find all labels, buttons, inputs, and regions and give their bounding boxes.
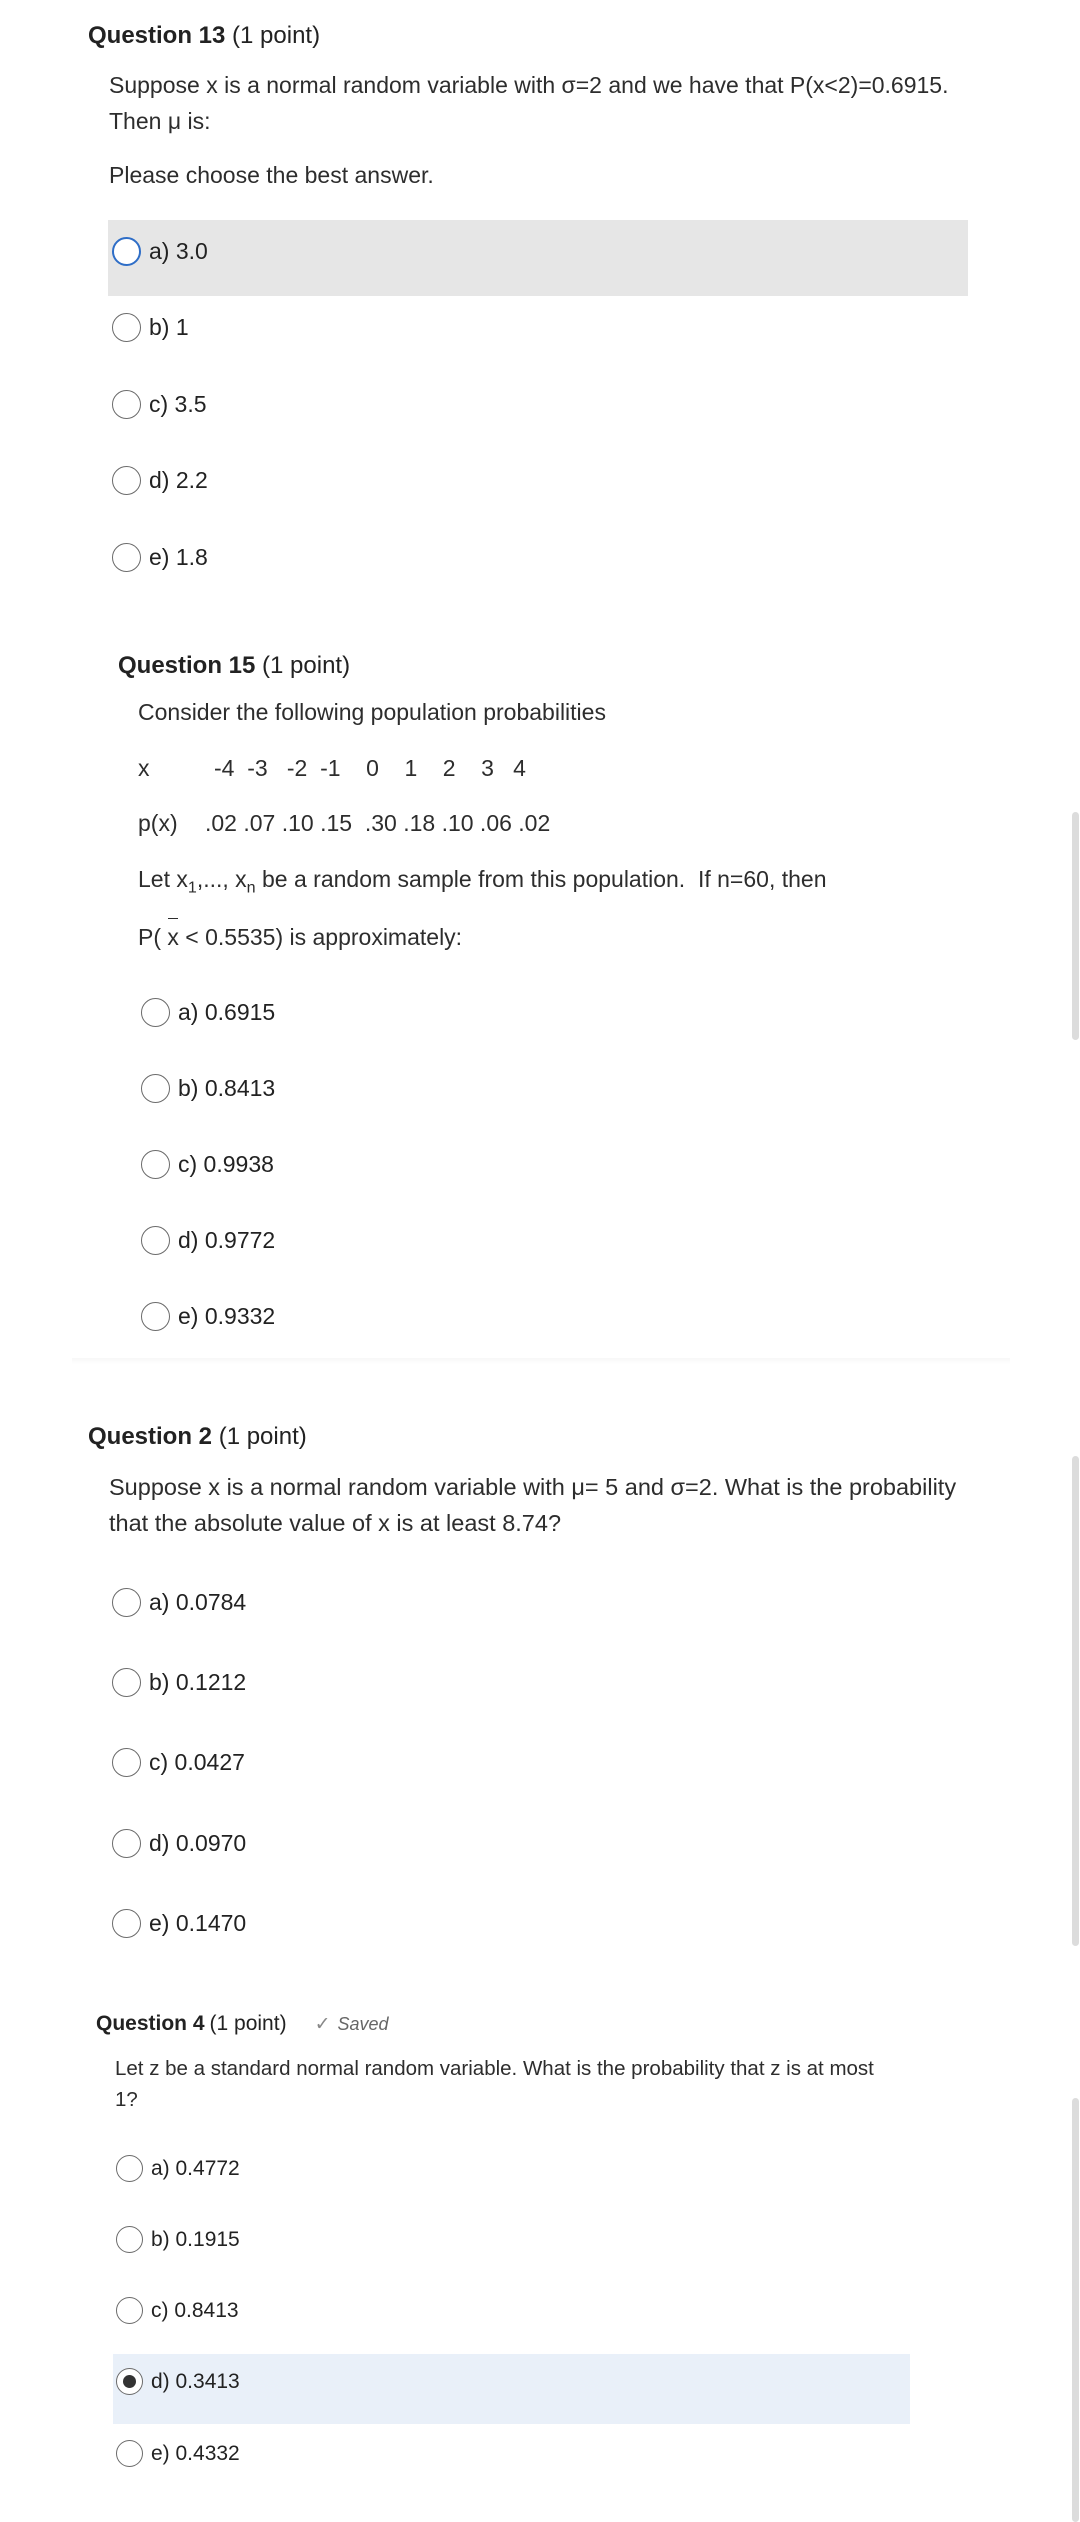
q2-points: (1 point): [218, 1423, 307, 1450]
q15-p-values: .02 .07 .10 .15 .30 .18 .10 .06 .02: [205, 810, 551, 836]
q15-option-e[interactable]: e) 0.9332: [141, 1302, 275, 1331]
radio-button[interactable]: [116, 2155, 143, 2182]
q4-option-c[interactable]: c) 0.8413: [116, 2297, 239, 2324]
radio-button[interactable]: [141, 1074, 170, 1103]
radio-button[interactable]: [116, 2297, 143, 2324]
q4-number: Question 4: [96, 2012, 205, 2035]
scrollbar-thumb[interactable]: [1072, 1456, 1079, 1946]
radio-button[interactable]: [141, 1150, 170, 1179]
radio-button[interactable]: [112, 1829, 141, 1858]
radio-button[interactable]: [112, 1668, 141, 1697]
q4-question-text: Let z be a standard normal random variable. What is the probability that z is at most 1?: [115, 2057, 874, 2111]
q4-title: [96, 2012, 389, 2036]
q15-probability-text: P( x < 0.5535) is approximately:: [138, 919, 462, 955]
q15-option-c[interactable]: c) 0.9938: [141, 1150, 274, 1179]
q2-option-e[interactable]: e) 0.1470: [112, 1909, 246, 1938]
q2-title: [88, 1423, 307, 1451]
x-bar-symbol: x: [167, 919, 179, 955]
radio-button[interactable]: [112, 466, 141, 495]
radio-button[interactable]: [116, 2226, 143, 2253]
scrollbar-q15[interactable]: [1071, 640, 1080, 1370]
q15-intro: Consider the following population probabilities: [138, 699, 606, 725]
radio-button[interactable]: [141, 1226, 170, 1255]
radio-button-selected[interactable]: [116, 2368, 143, 2395]
scrollbar-q2[interactable]: [1071, 1400, 1080, 2000]
selected-dot-icon: [123, 2375, 136, 2388]
q2-option-c[interactable]: c) 0.0427: [112, 1748, 245, 1777]
radio-button[interactable]: [112, 1748, 141, 1777]
q13-title: [88, 22, 320, 50]
q13-option-a[interactable]: a) 3.0: [112, 237, 208, 266]
q13-option-d[interactable]: d) 2.2: [112, 466, 208, 495]
q4-option-e[interactable]: e) 0.4332: [116, 2440, 240, 2467]
radio-button[interactable]: [112, 390, 141, 419]
radio-button[interactable]: [141, 1302, 170, 1331]
radio-button[interactable]: [112, 237, 141, 266]
scrollbar-thumb[interactable]: [1072, 2098, 1079, 2522]
q15-title: [118, 652, 350, 680]
q4-points: (1 point): [209, 2012, 287, 2035]
q4-option-b[interactable]: b) 0.1915: [116, 2226, 240, 2253]
q13-option-b[interactable]: b) 1: [112, 313, 189, 342]
checkmark-icon: ✓: [314, 2013, 331, 2035]
q13-question-text: Suppose x is a normal random variable with σ=2 and we have that P(x<2)=0.6915. Then μ is:: [109, 72, 949, 134]
q2-option-b[interactable]: b) 0.1212: [112, 1668, 246, 1697]
radio-button[interactable]: [141, 998, 170, 1027]
q15-x-values: -4 -3 -2 -1 0 1 2 3 4: [214, 755, 526, 781]
q13-number: Question 13: [88, 22, 226, 49]
q4-saved-status: Saved: [337, 2013, 389, 2034]
q2-option-a[interactable]: a) 0.0784: [112, 1588, 246, 1617]
q2-question-text: Suppose x is a normal random variable with μ= 5 and σ=2. What is the probability that the absolute value of x is at least 8.74?: [109, 1474, 957, 1536]
q15-option-b[interactable]: b) 0.8413: [141, 1074, 275, 1103]
q13-instruction: Please choose the best answer.: [109, 162, 434, 188]
q15-sample-text: Let $x_1$,..., $x_n$ be a random sample from this population. If n=60, then: [138, 866, 827, 897]
radio-button[interactable]: [112, 313, 141, 342]
q2-number: Question 2: [88, 1423, 213, 1450]
radio-button[interactable]: [112, 1588, 141, 1617]
q13-option-hover-bg: [108, 220, 968, 296]
q15-option-a[interactable]: a) 0.6915: [141, 998, 275, 1027]
q15-number: Question 15: [118, 652, 256, 679]
q13-points: (1 point): [232, 22, 321, 49]
radio-button[interactable]: [116, 2440, 143, 2467]
q13-option-c[interactable]: c) 3.5: [112, 390, 207, 419]
q15-points: (1 point): [262, 652, 351, 679]
radio-button[interactable]: [112, 543, 141, 572]
q4-option-d[interactable]: d) 0.3413: [116, 2368, 240, 2395]
q2-option-d[interactable]: d) 0.0970: [112, 1829, 246, 1858]
q15-option-d[interactable]: d) 0.9772: [141, 1226, 275, 1255]
q15-p-label: p(x): [138, 810, 178, 836]
scrollbar-thumb[interactable]: [1072, 812, 1079, 1040]
section-divider: [72, 1358, 1010, 1364]
radio-button[interactable]: [112, 1909, 141, 1938]
q13-option-e[interactable]: e) 1.8: [112, 543, 208, 572]
q15-x-label: x: [138, 755, 150, 781]
q4-option-a[interactable]: a) 0.4772: [116, 2155, 240, 2182]
scrollbar-q4[interactable]: [1071, 2000, 1080, 2522]
